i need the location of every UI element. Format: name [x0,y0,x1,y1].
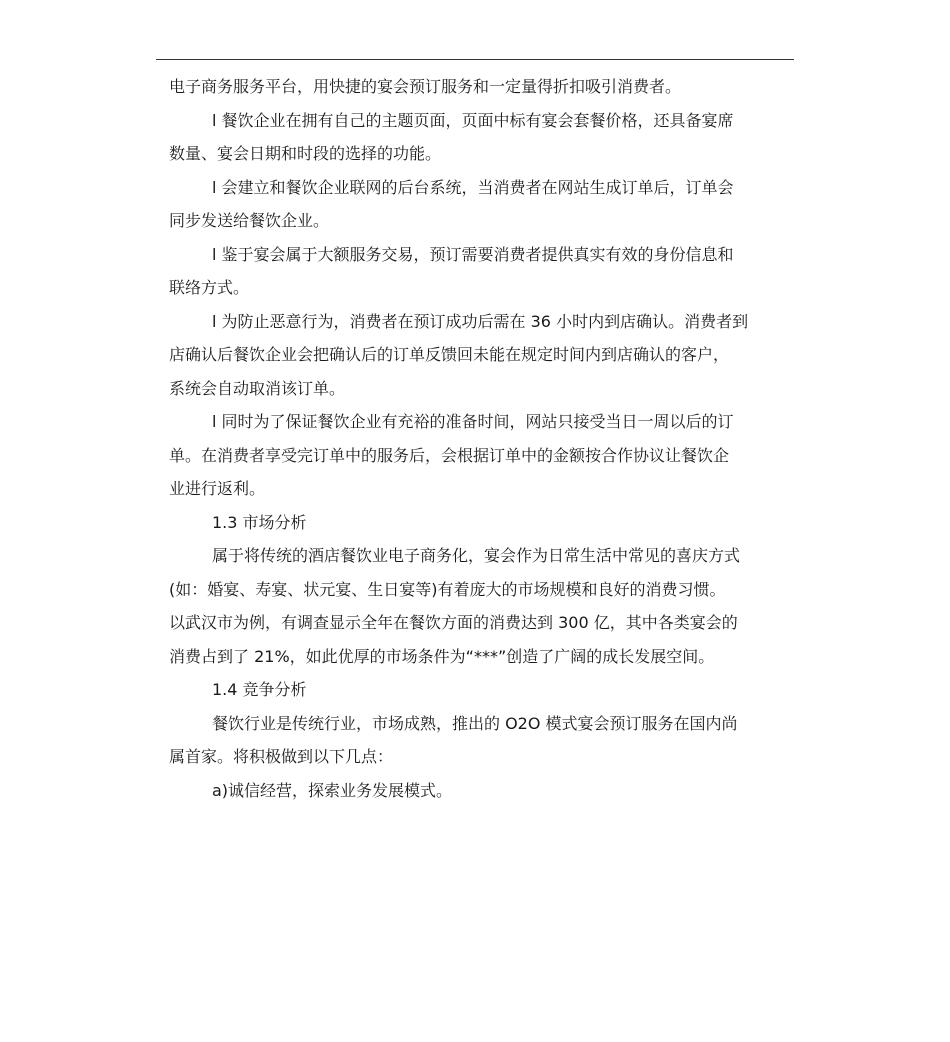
document-body [169,70,785,807]
text-line: 电子商务服务平台，用快捷的宴会预订服务和一定量得折扣吸引消费者。 [169,77,682,96]
text-line: 属于将传统的酒店餐饮业电子商务化，宴会作为日常生活中常见的喜庆方式 [212,546,741,565]
text-line: 餐饮行业是传统行业，市场成熟，推出的 O2O 模式宴会预订服务在国内尚 [212,713,738,733]
text-line: 业进行返利。 [169,479,266,498]
text-line: a)诚信经营，探索业务发展模式。 [212,780,453,800]
text-line: 属首家。将积极做到以下几点： [169,747,394,766]
text-line: l 为防止恶意行为，消费者在预订成功后需在 36 小时内到店确认。消费者到 [212,311,749,331]
text-line: l 鉴于宴会属于大额服务交易，预订需要消费者提供真实有效的身份信息和 [212,244,734,264]
text-line: (如：婚宴、寿宴、状元宴、生日宴等)有着庞大的市场规模和良好的消费习惯。 [169,579,726,599]
text-line: l 餐饮企业在拥有自己的主题页面，页面中标有宴会套餐价格，还具备宴席 [212,110,734,130]
text-line: l 会建立和餐饮企业联网的后台系统，当消费者在网站生成订单后，订单会 [212,177,734,197]
text-line: 1.4 竞争分析 [212,680,307,699]
text-line: 消费占到了 21%，如此优厚的市场条件为“***”创造了广阔的成长发展空间。 [169,646,715,666]
text-line: 单。在消费者享受完订单中的服务后，会根据订单中的金额按合作协议让餐饮企 [169,445,730,465]
text-line: 联络方式。 [169,278,250,297]
text-line: 1.3 市场分析 [212,512,307,532]
text-line: 店确认后餐饮企业会把确认后的订单反馈回未能在规定时间内到店确认的客户， [169,345,730,364]
text-line: 系统会自动取消该订单。 [169,378,346,398]
text-line: l 同时为了保证餐饮企业有充裕的准备时间，网站只接受当日一周以后的订 [212,412,734,431]
text-line: 同步发送给餐饮企业。 [169,211,330,230]
header-rule [156,59,794,60]
text-line: 数量、宴会日期和时段的选择的功能。 [169,144,442,163]
text-line: 以武汉市为例，有调查显示全年在餐饮方面的消费达到 300 亿，其中各类宴会的 [169,613,738,632]
